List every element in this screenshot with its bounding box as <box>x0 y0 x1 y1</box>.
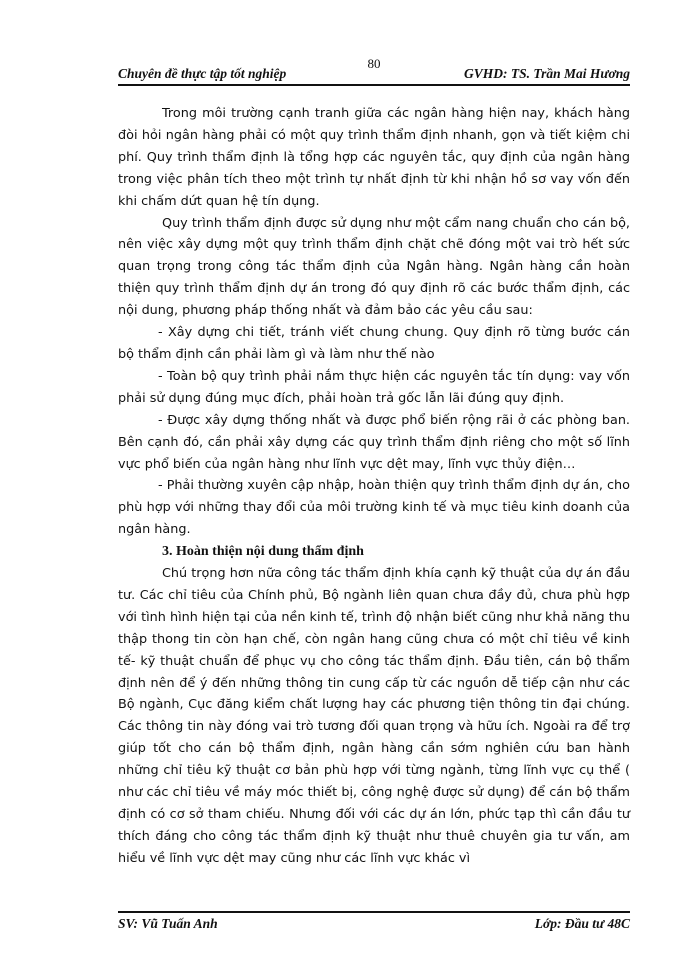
section-heading: 3. Hoàn thiện nội dung thẩm định <box>162 544 364 560</box>
bullet-item-1: - Xây dựng chi tiết, tránh viết chung chung. Quy định rõ từng bước cán bộ thẩm định cần phải làm gì và làm như thế nào <box>118 325 630 362</box>
bullet-item-4: - Phải thường xuyên cập nhập, hoàn thiện quy trình thẩm định dự án, cho phù hợp với những thay đổi của môi trường kinh tế và mục tiêu kinh doanh của ngân hàng. <box>118 478 630 538</box>
footer-class: Lớp: Đầu tư 48C <box>534 916 630 931</box>
bullet-item-3: - Được xây dựng thống nhất và được phổ biến rộng rãi ở các phòng ban. Bên cạnh đó, cần phải xây dựng các quy trình thẩm định riêng cho một số lĩnh vực phổ biến của ngân hàng như lĩnh vực dệt may, lĩnh vực thủy điện… <box>118 412 630 472</box>
header-rule <box>118 84 630 86</box>
bullet-item-2: - Toàn bộ quy trình phải nắm thực hiện các nguyên tắc tín dụng: vay vốn phải sử dụng đúng mục đích, phải hoàn trả gốc lẫn lãi đúng quy định. <box>118 368 630 406</box>
header-document-title: Chuyên đề thực tập tốt nghiệp <box>118 66 287 81</box>
paragraph-1: Trong môi trường cạnh tranh giữa các ngân hàng hiện nay, khách hàng đòi hỏi ngân hàng phải có một quy trình thẩm định nhanh, gọn và tiết kiệm chi phí. Quy trình thẩm định là tổng hợp các nguyên tắc, quy định của ngân hàng trong việc phân tích theo một trình tự nhất định từ khi nhận hồ sơ vay vốn đến khi chấm dứt quan hệ tín dụng. <box>118 106 630 209</box>
page-header <box>118 56 630 82</box>
page-footer <box>118 916 630 936</box>
header-supervisor: GVHD: TS. Trần Mai Hương <box>464 66 630 81</box>
footer-rule <box>118 911 630 913</box>
paragraph-2: Quy trình thẩm định được sử dụng như một cẩm nang chuẩn cho cán bộ, nên việc xây dựng một quy trình thẩm định chặt chẽ đóng một vai trò hết sức quan trọng trong công tác thẩm định của Ngân hàng. Ngân hàng cần hoàn thiện quy trình thẩm định dự án trong đó quy định rõ các bước thẩm định, các nội dung, phương pháp thống nhất và đảm bảo các yêu cầu sau: <box>118 215 630 319</box>
page-number: 80 <box>367 56 381 71</box>
paragraph-3: Chú trọng hơn nữa công tác thẩm định khía cạnh kỹ thuật của dự án đầu tư. Các chỉ tiêu của Chính phủ, Bộ ngành liên quan chưa đầy đủ, chưa phù hợp với tình hình hiện tại của nền kinh tế, trình độ nhận biết cũng như khả năng thu thập thong tin còn hạn chế, còn ngân hang cũng chưa có một chỉ tiêu về kinh tế- kỹ thuật chuẩn để phục vụ cho công tác thẩm định. Đầu tiên, cán bộ thẩm định nên để ý đến những thông tin cung cấp từ các nguồn dễ tiếp cận như các Bộ ngành, Cục đăng kiểm chất lượng hay các phương tiện thông tin đại chúng. Các thông tin này đóng vai trò tương đối quan trọng và hữu ích. Ngoài ra để trợ giúp tốt cho cán bộ thẩm định, ngân hàng cần sớm nghiên cứu ban hành những chỉ tiêu kỹ thuật cơ bản phù hợp với từng ngành, từng lĩnh vực cụ thể ( như các chỉ tiêu về máy móc thiết bị, công nghệ được sử dụng) để cán bộ thẩm định có cơ sở tham chiếu. Nhưng đối với các dự án lớn, phức tạp thì cần đầu tư thích đáng cho công tác thẩm định kỹ thuật như thuê chuyên gia tư vấn, am hiểu về lĩnh vực dệt may cũng như các lĩnh vực khác vì <box>118 566 630 866</box>
page-body <box>118 103 630 870</box>
footer-student: SV: Vũ Tuấn Anh <box>118 916 218 931</box>
